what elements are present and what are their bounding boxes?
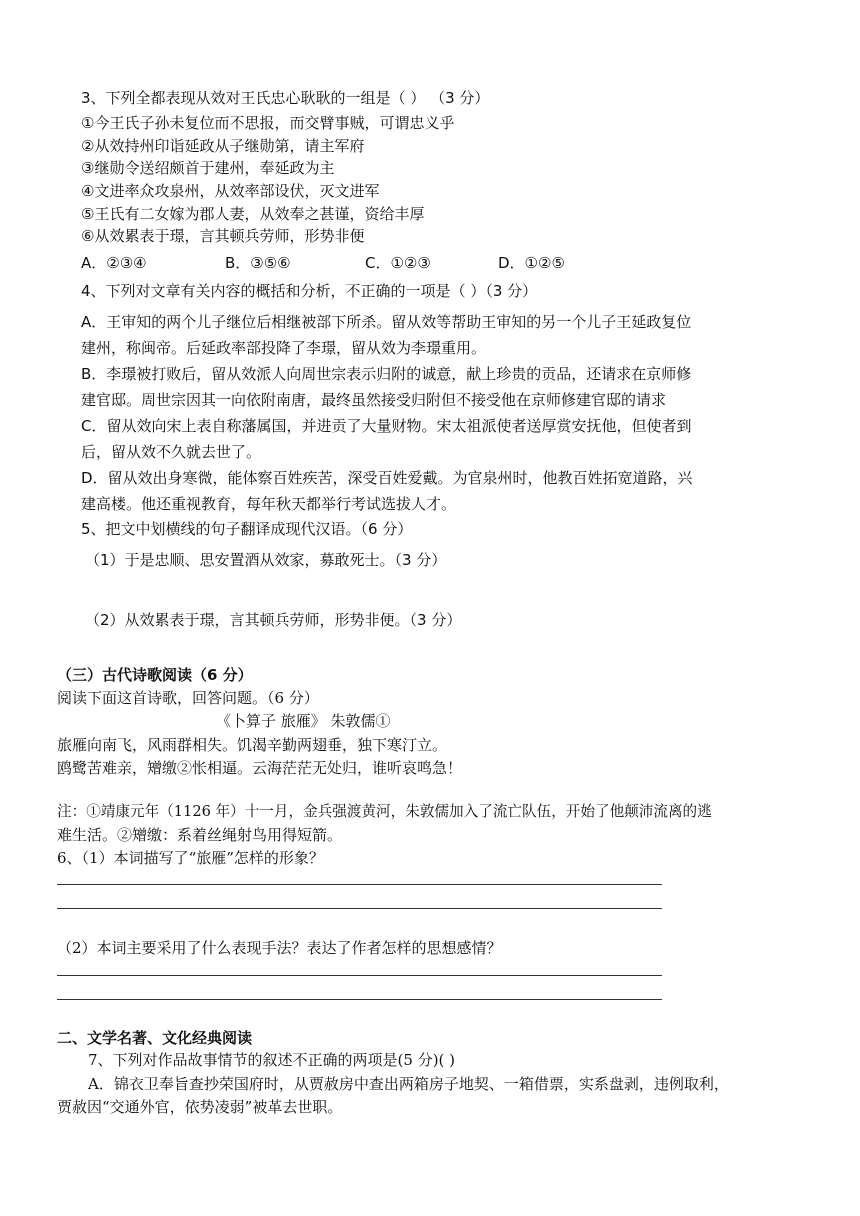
q7-option-a-line-2: 贾赦因“交通外官，依势凌弱”被革去世职。	[57, 1098, 343, 1116]
answer-line	[57, 975, 662, 976]
q3-item-5: ⑤王氏有二女嫁为郡人妻，从效奉之甚谨，资给丰厚	[81, 205, 425, 223]
answer-line	[57, 999, 662, 1000]
q3-stem: 3、下列全都表现从效对王氏忠心耿耿的一组是（ ） （3 分）	[81, 89, 490, 107]
q5-sub-1: （1）于是忠顺、思安置酒从效家，募敢死士。（3 分）	[85, 551, 447, 569]
q6-part-2: （2）本词主要采用了什么表现手法？表达了作者怎样的思想感情？	[57, 939, 502, 957]
q4-line-2: 建州，称闽帝。后延政率部投降了李璟，留从效为李璟重用。	[81, 339, 487, 357]
poetry-intro: 阅读下面这首诗歌，回答问题。（6 分）	[57, 689, 319, 707]
q4-line-8: 建高楼。他还重视教育，每年秋天都举行考试选拔人才。	[81, 495, 457, 513]
q3-option-b: B．③⑤⑥	[225, 254, 291, 272]
q4-line-1: A．王审知的两个儿子继位后相继被部下所杀。留从效等帮助王审知的另一个儿子王延政复位	[81, 313, 692, 331]
q3-item-4: ④文进率众攻泉州，从效率部设伏，灭文进军	[81, 182, 380, 200]
q3-item-2: ②从效持州印诣延政从子继勋第，请主军府	[81, 137, 365, 155]
q4-line-7: D．留从效出身寒微，能体察百姓疾苦，深受百姓爱戴。为官泉州时，他教百姓拓宽道路，兴	[81, 469, 693, 487]
q4-line-5: C．留从效向宋上表自称藩属国，并进贡了大量财物。宋太祖派使者送厚赏安抚他，但使者到	[81, 417, 692, 435]
q6-part-1: 6、（1）本词描写了“旅雁”怎样的形象？	[57, 849, 324, 867]
q3-option-c: C．①②③	[365, 254, 431, 272]
q5-sub-2: （2）从效累表于璟，言其顿兵劳师，形势非便。（3 分）	[85, 611, 462, 629]
poem-note-1: 注：①靖康元年（1126 年）十一月，金兵强渡黄河，朱敦儒加入了流亡队伍，开始了他颠沛流离的逃	[57, 803, 712, 820]
q4-stem: 4、下列对文章有关内容的概括和分析，不正确的一项是（ ）（3 分）	[81, 282, 538, 300]
poem-note-2: 难生活。②矰缴：系着丝绳射鸟用得短箭。	[57, 826, 343, 844]
q4-line-3: B．李璟被打败后，留从效派人向周世宗表示归附的诚意，献上珍贵的贡品，还请求在京师修	[81, 365, 692, 383]
q7-option-a-line-1: A．锦衣卫奉旨查抄荣国府时，从贾赦房中查出两箱房子地契、一箱借票，实系盘剥，违例取利，	[88, 1075, 729, 1093]
poem-line-1: 旅雁向南飞，风雨群相失。饥渴辛勤两翅垂，独下寒汀立。	[57, 736, 448, 754]
q3-item-3: ③继勋令送绍颇首于建州，奉延政为主	[81, 159, 335, 177]
q4-line-4: 建官邸。周世宗因其一向依附南唐，最终虽然接受归附但不接受他在京师修建官邸的请求	[81, 391, 667, 409]
q4-line-6: 后，留从效不久就去世了。	[81, 443, 262, 461]
q3-item-1: ①今王氏子孙未复位而不思报，而交臂事贼，可谓忠义乎	[81, 114, 455, 132]
poem-line-2: 鸥鹭苦难亲，矰缴②怅相逼。云海茫茫无处归，谁听哀鸣急！	[57, 759, 463, 777]
answer-line	[57, 908, 662, 909]
poetry-heading: （三）古代诗歌阅读（6 分）	[57, 666, 253, 684]
section2-heading: 二、文学名著、文化经典阅读	[57, 1029, 253, 1047]
q5-stem: 5、把文中划横线的句子翻译成现代汉语。（6 分）	[81, 520, 413, 538]
q7-stem: 7、下列对作品故事情节的叙述不正确的两项是(5 分)( )	[88, 1051, 456, 1069]
poem-title: 《卜算子 旅雁》 朱敦儒①	[216, 712, 391, 730]
q3-option-a: A．②③④	[81, 254, 147, 272]
q3-item-6: ⑥从效累表于璟，言其顿兵劳师，形势非便	[81, 227, 365, 245]
q3-option-d: D．①②⑤	[498, 254, 565, 272]
answer-line	[57, 884, 662, 885]
